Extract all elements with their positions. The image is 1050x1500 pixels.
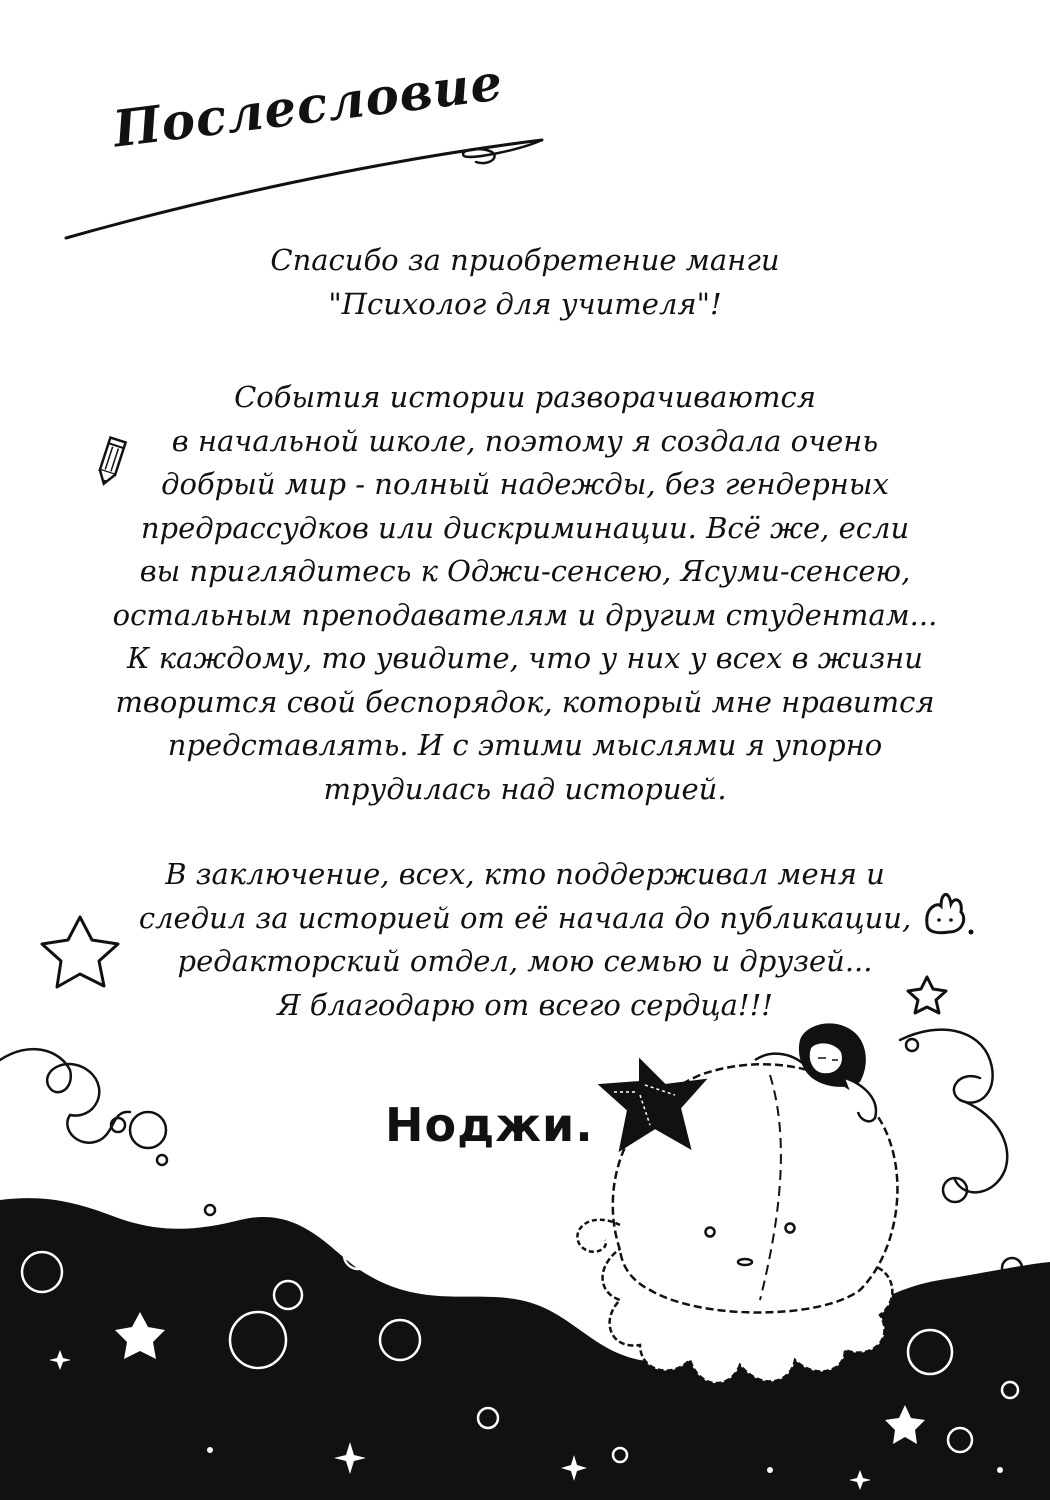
author-signature: Ноджи.	[385, 1098, 594, 1152]
text-line: остальным преподавателям и другим студентам...	[112, 597, 938, 632]
text-line: трудилась над историей.	[323, 771, 727, 806]
text-line: следил за историей от её начала до публикации,	[138, 900, 912, 935]
text-line: редакторский отдел, мою семью и друзей...	[177, 944, 873, 978]
text-line: добрый мир - полный надежды, без гендерных	[161, 467, 889, 501]
text-line: Спасибо за приобретение манги	[270, 243, 780, 277]
pencil-icon	[96, 438, 125, 487]
text-line: предрассудков или дискриминации. Всё же, если	[140, 510, 910, 545]
page-title: Послесловие	[110, 52, 507, 159]
text-line: представлять. И с этими мыслями я упорно	[167, 728, 883, 762]
text-line: творится свой беспорядок, который мне нравится	[115, 684, 935, 719]
text-line: "Психолог для учителя"!	[328, 286, 722, 321]
text-line: Я благодарю от всего сердца!!!	[277, 987, 773, 1022]
text-line: В заключение, всех, кто поддерживал меня и	[165, 857, 885, 891]
text-line: К каждому, то увидите, что у них у всех в жизни	[127, 641, 923, 675]
bunny-face-icon	[927, 894, 974, 934]
text-line: в начальной школе, поэтому я создала очень	[171, 423, 879, 458]
star-icon	[42, 917, 118, 987]
text-line: вы приглядитесь к Оджи-сенсею, Ясуми-сенсею,	[139, 554, 911, 588]
star-icon	[908, 977, 946, 1013]
text-line: События истории разворачиваются	[234, 380, 816, 414]
octopus-illustration	[577, 1060, 897, 1383]
dark-sea	[0, 1198, 1050, 1500]
